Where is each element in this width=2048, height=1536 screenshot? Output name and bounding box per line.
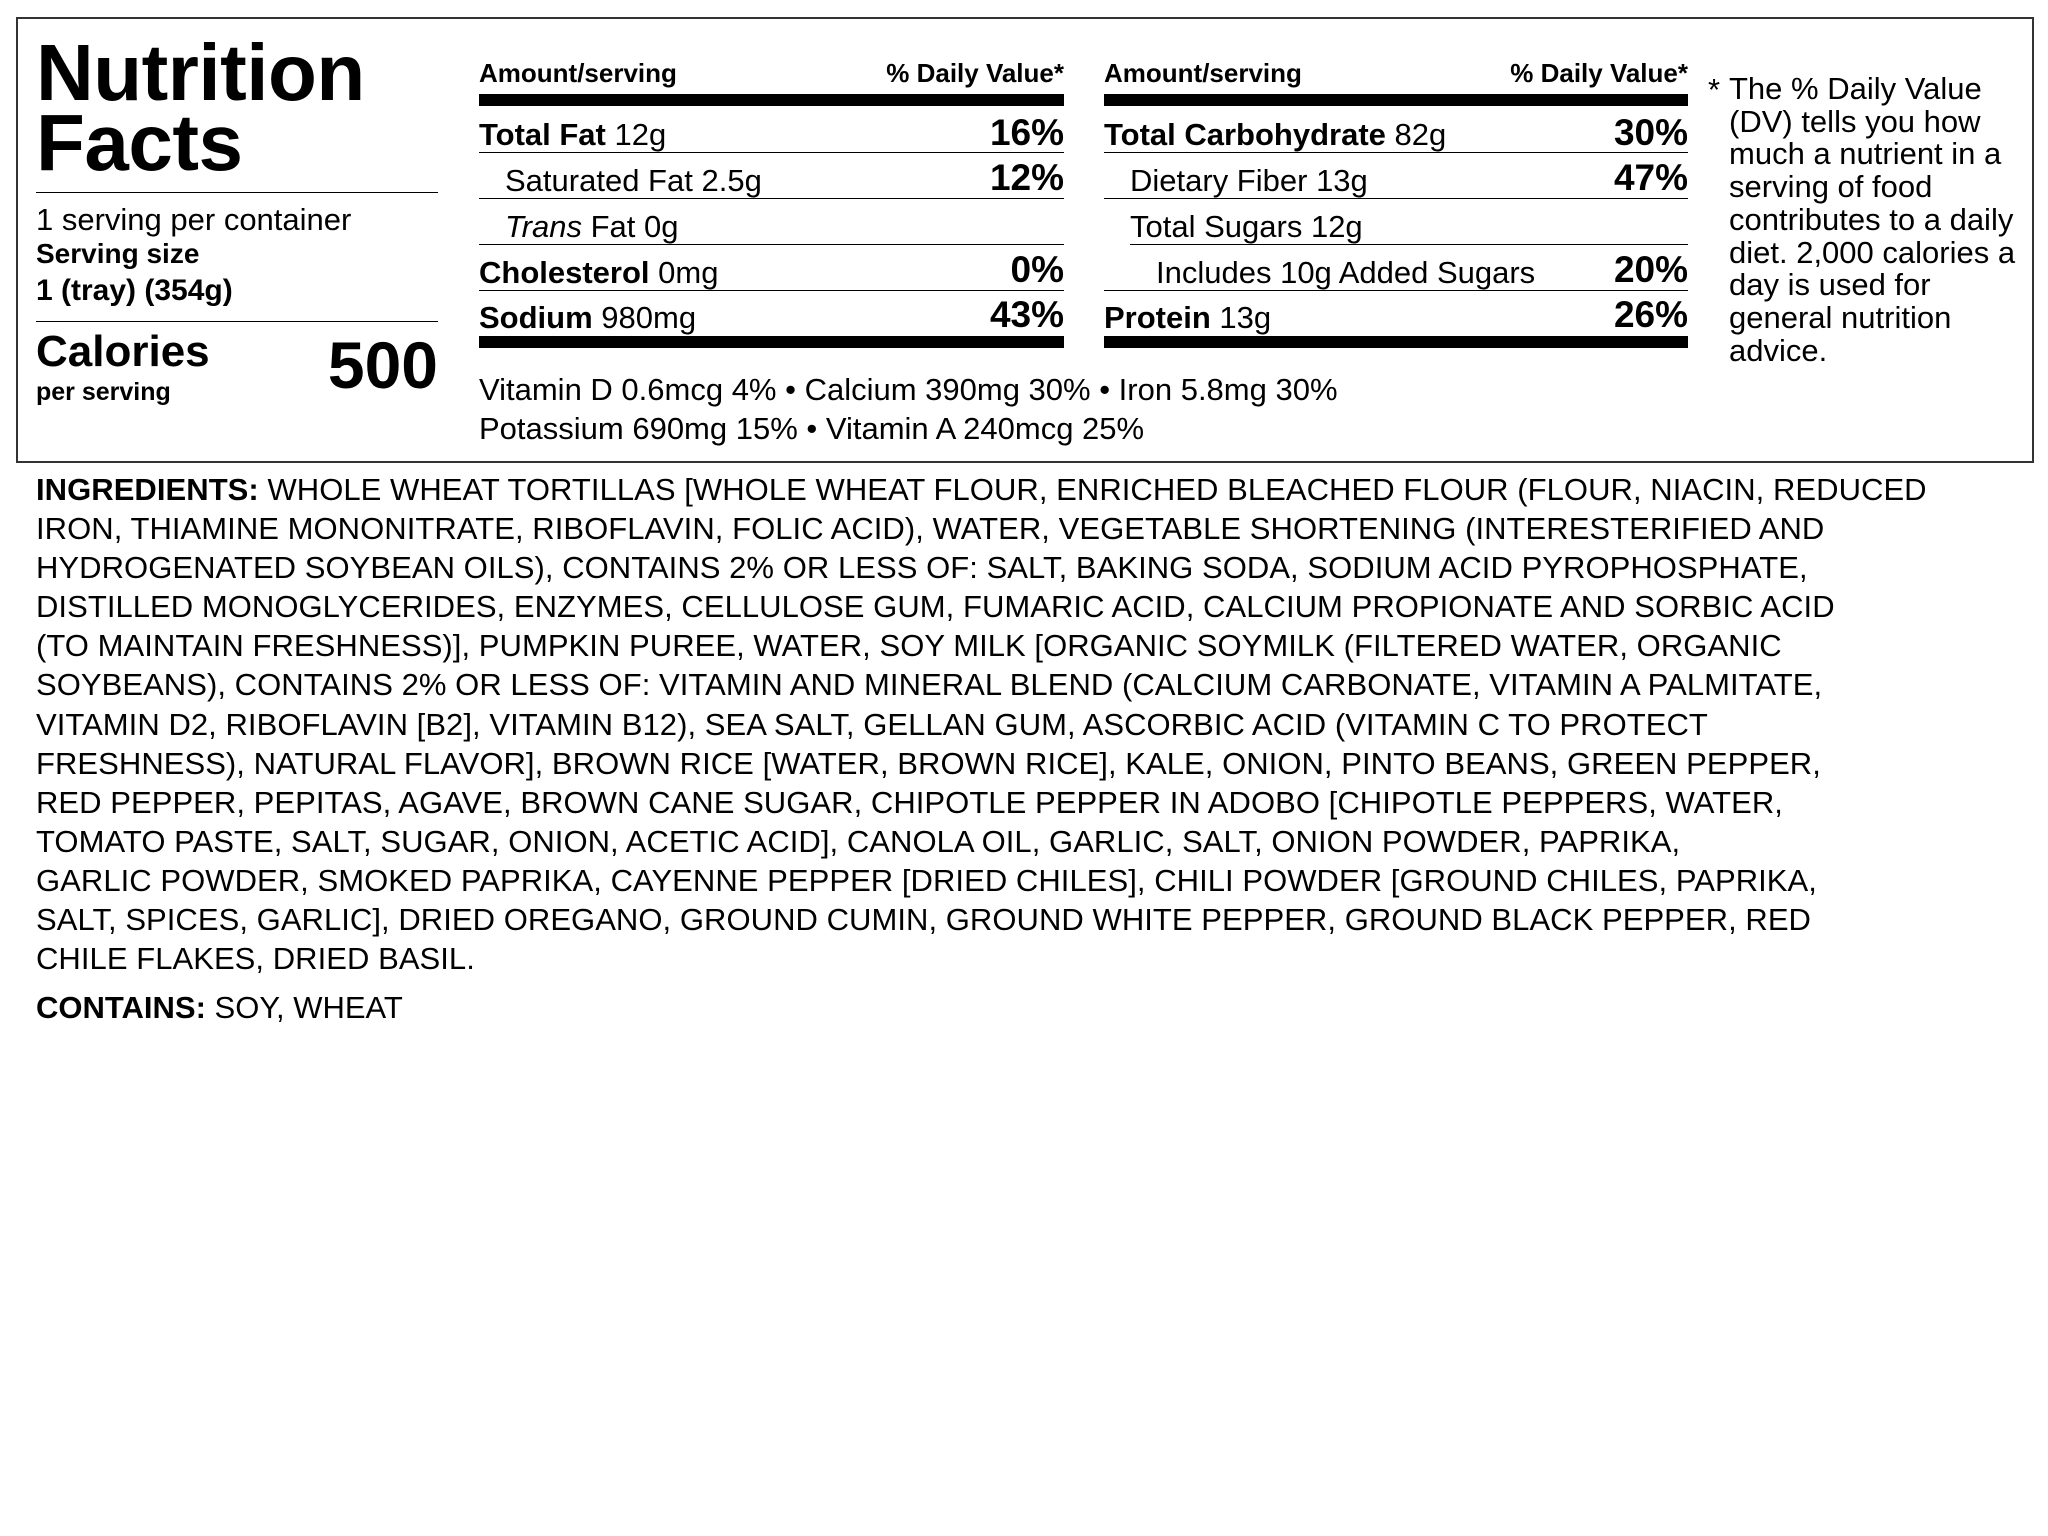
ingredients-line: SOYBEANS), CONTAINS 2% OR LESS OF: VITAMIN AND MINERAL BLEND (CALCIUM CARBONATE, VITAMIN A PALMITATE,: [36, 667, 1823, 703]
right-row-added-sugars: [1156, 255, 1535, 291]
row-divider: [479, 152, 1064, 153]
right-header-daily-value: % Daily Value*: [1510, 58, 1688, 88]
left-row-sodium: [479, 300, 696, 336]
row-divider: [1104, 198, 1688, 199]
serving-size-value: 1 (tray) (354g): [36, 274, 233, 307]
left-row-saturated-fat-dv: 12%: [989, 157, 1064, 198]
calories-per-serving-label: per serving: [36, 378, 171, 406]
ingredients-line: DISTILLED MONOGLYCERIDES, ENZYMES, CELLULOSE GUM, FUMARIC ACID, CALCIUM PROPIONATE AND SORBIC ACID: [36, 589, 1835, 625]
label-title: [36, 28, 365, 187]
right-row-total-carbohydrate-dv: 30%: [1613, 112, 1688, 153]
left-header-thick-bar: [479, 94, 1064, 106]
calories-label: Calories: [36, 327, 210, 376]
right-row-protein-dv: 26%: [1613, 294, 1688, 335]
left-row-total-fat-dv: 16%: [989, 112, 1064, 153]
ingredients-line: CHILE FLAKES, DRIED BASIL.: [36, 941, 475, 977]
nutrient-amount: 13g: [1219, 300, 1272, 335]
nutrient-amount: 82g: [1394, 117, 1447, 152]
contains-value: SOY, WHEAT: [205, 990, 403, 1025]
right-header-amount: Amount/serving: [1104, 58, 1302, 88]
right-row-protein: [1104, 300, 1271, 336]
left-row-cholesterol-dv: 0%: [1010, 249, 1064, 290]
right-row-dietary-fiber: [1130, 163, 1368, 199]
calories-value: 500: [327, 328, 438, 402]
ingredients-line: HYDROGENATED SOYBEAN OILS), CONTAINS 2% OR LESS OF: SALT, BAKING SODA, SODIUM ACID PYROPHOSPHATE,: [36, 550, 1808, 586]
left-row-saturated-fat: [505, 163, 762, 199]
left-row-sodium-dv: 43%: [989, 294, 1064, 335]
nutrient-name: Total Carbohydrate: [1104, 117, 1386, 152]
title-line-2: Facts: [36, 98, 243, 187]
row-divider: [479, 244, 1064, 245]
left-row-total-fat: [479, 117, 666, 153]
daily-value-footnote: The % Daily Value (DV) tells you how much a nutrient in a serving of food contributes to a daily diet. 2,000 calories a day is used for general nutrition advice.: [1729, 71, 2016, 368]
vitamins-line-2: Potassium 690mg 15% • Vitamin A 240mcg 25%: [479, 411, 1145, 446]
nutrient-name: Total Fat: [479, 117, 606, 152]
row-divider: [479, 198, 1064, 199]
right-row-total-carbohydrate: [1104, 117, 1446, 153]
nutrient-amount: 2.5g: [701, 163, 762, 198]
ingredients-label: INGREDIENTS:: [36, 472, 259, 507]
ingredients-line: GARLIC POWDER, SMOKED PAPRIKA, CAYENNE PEPPER [DRIED CHILES], CHILI POWDER [GROUND CHILES, PAPRIKA,: [36, 862, 1817, 898]
allergen-statement: [36, 990, 403, 1026]
ingredients-line: IRON, THIAMINE MONONITRATE, RIBOFLAVIN, FOLIC ACID), WATER, VEGETABLE SHORTENING (INTERESTERIFIED AND: [36, 511, 1825, 547]
nutrient-amount: 980mg: [601, 300, 697, 335]
nutrient-name: Cholesterol: [479, 255, 650, 290]
title-line-1: Nutrition: [36, 28, 365, 117]
right-row-added-sugars-dv: 20%: [1613, 249, 1688, 290]
nutrient-amount: 12g: [614, 117, 667, 152]
right-row-dietary-fiber-dv: 47%: [1613, 157, 1688, 198]
ingredients-paragraph: [36, 470, 2036, 978]
contains-label: CONTAINS:: [36, 990, 206, 1025]
right-header-thick-bar: [1104, 94, 1688, 106]
left-row-cholesterol: [479, 255, 718, 291]
nutrient-name: Sodium: [479, 300, 593, 335]
left-header-daily-value: % Daily Value*: [886, 58, 1064, 88]
nutrient-amount: 13g: [1316, 163, 1368, 198]
ingredients-line: VITAMIN D2, RIBOFLAVIN [B2], VITAMIN B12), SEA SALT, GELLAN GUM, ASCORBIC ACID (VITAMIN C TO PROTECT: [36, 706, 1708, 742]
vitamins-line-1: Vitamin D 0.6mcg 4% • Calcium 390mg 30% • Iron 5.8mg 30%: [479, 372, 1338, 407]
left-row-trans-fat: [505, 209, 678, 245]
ingredients-line: (TO MAINTAIN FRESHNESS)], PUMPKIN PUREE, WATER, SOY MILK [ORGANIC SOYMILK (FILTERED WATER, ORGANIC: [36, 628, 1782, 664]
row-divider: [1104, 152, 1688, 153]
nutrient-amount: 12g: [1310, 209, 1363, 244]
nutrient-name: Saturated Fat: [505, 163, 693, 198]
right-row-total-sugars: [1130, 209, 1363, 245]
nutrient-amount: 0g: [644, 209, 679, 244]
nutrient-name: Includes 10g Added Sugars: [1156, 255, 1536, 290]
nutrient-name-rest: Fat: [590, 209, 636, 244]
left-footer-thick-bar: [479, 336, 1064, 348]
ingredients-line: [36, 470, 2036, 509]
left-header-amount: Amount/serving: [479, 58, 677, 88]
ingredients-text: WHOLE WHEAT TORTILLAS [WHOLE WHEAT FLOUR, ENRICHED BLEACHED FLOUR (FLOUR, NIACIN, REDUCED: [258, 472, 1927, 507]
title-divider: [36, 192, 438, 193]
servings-per-container: 1 serving per container: [36, 202, 352, 237]
right-footer-thick-bar: [1104, 336, 1688, 348]
serving-size-label: Serving size: [36, 238, 200, 269]
ingredients-line: RED PEPPER, PEPITAS, AGAVE, BROWN CANE SUGAR, CHIPOTLE PEPPER IN ADOBO [CHIPOTLE PEPPERS, WATER,: [36, 784, 1783, 820]
nutrient-name: Dietary Fiber: [1130, 163, 1308, 198]
ingredients-line: SALT, SPICES, GARLIC], DRIED OREGANO, GROUND CUMIN, GROUND WHITE PEPPER, GROUND BLACK PEPPER, RED: [36, 902, 1811, 938]
ingredients-line: FRESHNESS), NATURAL FLAVOR], BROWN RICE [WATER, BROWN RICE], KALE, ONION, PINTO BEANS, GREEN PEPPER,: [36, 745, 1821, 781]
row-divider: [479, 290, 1064, 291]
ingredients-line: TOMATO PASTE, SALT, SUGAR, ONION, ACETIC ACID], CANOLA OIL, GARLIC, SALT, ONION POWDER, PAPRIKA,: [36, 823, 1681, 859]
footnote-asterisk: *: [1708, 72, 1721, 107]
nutrient-amount: 0mg: [658, 255, 719, 290]
row-divider: [1130, 244, 1688, 245]
row-divider: [1104, 290, 1688, 291]
nutrient-name: Total Sugars: [1130, 209, 1303, 244]
nutrient-name-italic: Trans: [505, 209, 582, 244]
serving-divider: [36, 321, 438, 322]
nutrient-name: Protein: [1104, 300, 1211, 335]
